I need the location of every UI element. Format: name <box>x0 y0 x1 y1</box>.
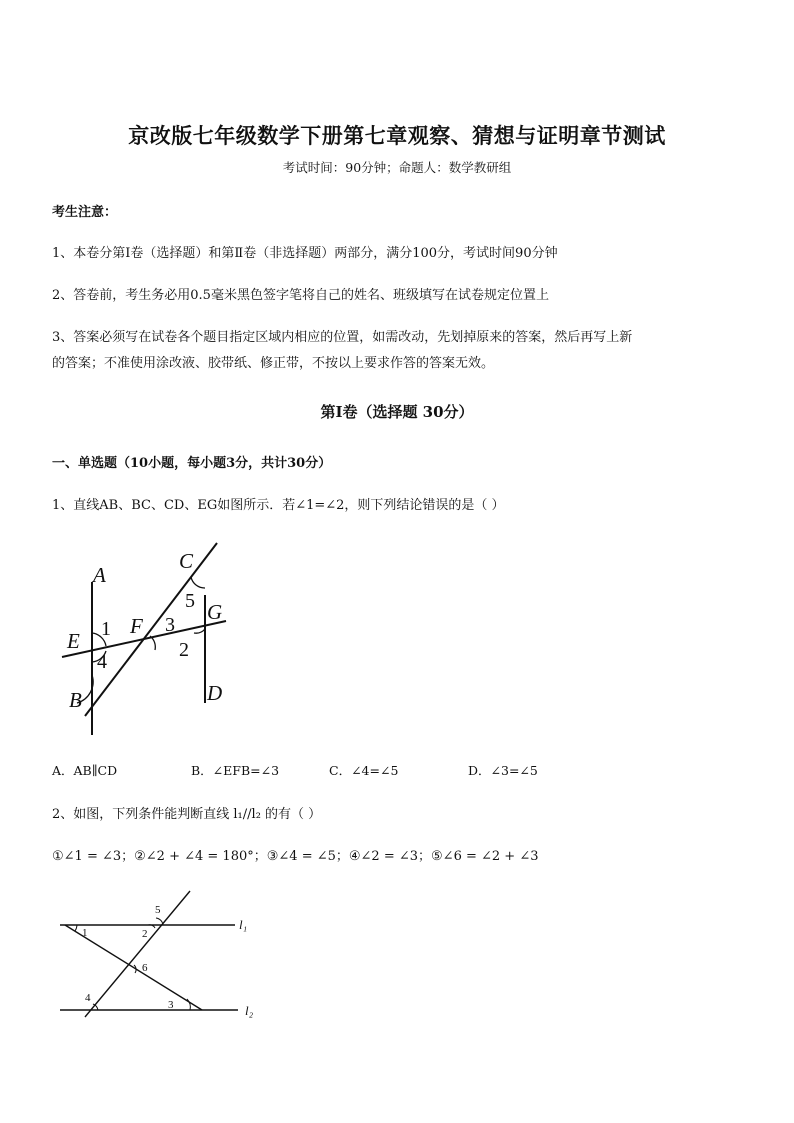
angle-label-5: 5 <box>155 904 161 916</box>
angle-1-arc <box>75 925 77 931</box>
angle-label-4: 4 <box>97 651 107 673</box>
question-1-stem: 1、直线AB、BC、CD、EG如图所示．若∠1=∠2，则下列结论错误的是（ ） <box>52 498 505 513</box>
notice-heading: 考生注意： <box>52 205 118 220</box>
angle-label-4: 4 <box>85 992 91 1004</box>
notice-item-3-continued: 的答案；不准使用涂改液、胶带纸、修正带，不按以上要求作答的答案无效。 <box>52 356 495 371</box>
question-1-figure <box>55 535 245 740</box>
transversal-1 <box>85 891 190 1017</box>
angle-label-1: 1 <box>101 618 111 640</box>
angle-label-3: 3 <box>168 999 174 1011</box>
label-f: F <box>130 614 143 638</box>
label-c: C <box>179 549 194 573</box>
angle-label-2: 2 <box>142 928 148 940</box>
angle-label-6: 6 <box>142 962 148 974</box>
page-title: 京改版七年级数学下册第七章观察、猜想与证明章节测试 <box>128 123 666 148</box>
q1-option-c[interactable]: C．∠4=∠5 <box>329 763 399 778</box>
notice-item-1: 1、本卷分第Ⅰ卷（选择题）和第Ⅱ卷（非选择题）两部分，满分100分，考试时间90分钟 <box>52 246 558 261</box>
angle-2-arc <box>194 629 205 633</box>
exam-info: 考试时间：90分钟；命题人：数学教研组 <box>282 160 512 175</box>
label-e: E <box>67 629 80 653</box>
angle-label-2: 2 <box>179 639 189 661</box>
notice-item-3: 3、答案必须写在试卷各个题目指定区域内相应的位置，如需改动，先划掉原来的答案，然后再写上新 <box>52 330 633 345</box>
question-2-figure <box>55 885 270 1020</box>
question-2-conditions: ①∠1 = ∠3；②∠2 + ∠4 = 180°；③∠4 = ∠5；④∠2 = ∠3；⑤∠6 = ∠2 + ∠3 <box>52 849 539 864</box>
q1-option-a[interactable]: A．AB∥CD <box>52 763 118 778</box>
label-d: D <box>207 681 223 705</box>
section-title: 第Ⅰ卷（选择题 30分） <box>320 403 474 421</box>
label-l1: l₁ <box>239 917 248 932</box>
angle-label-1: 1 <box>82 927 88 939</box>
label-g: G <box>207 600 223 624</box>
label-a: A <box>93 563 106 587</box>
q1-option-d[interactable]: D．∠3=∠5 <box>468 763 538 778</box>
label-l2: l₂ <box>245 1003 254 1018</box>
question-group-title: 一、单选题（10小题，每小题3分，共计30分） <box>52 456 332 471</box>
angle-label-5: 5 <box>185 590 195 612</box>
notice-item-2: 2、答卷前，考生务必用0.5毫米黑色签字笔将自己的姓名、班级填写在试卷规定位置上 <box>52 288 549 303</box>
label-b: B <box>69 688 82 712</box>
angle-5-arc <box>191 577 205 588</box>
angle-label-3: 3 <box>165 614 175 636</box>
question-2-stem: 2、如图，下列条件能判断直线 l₁//l₂ 的有（ ） <box>52 807 322 822</box>
q1-option-b[interactable]: B．∠EFB=∠3 <box>191 763 280 778</box>
